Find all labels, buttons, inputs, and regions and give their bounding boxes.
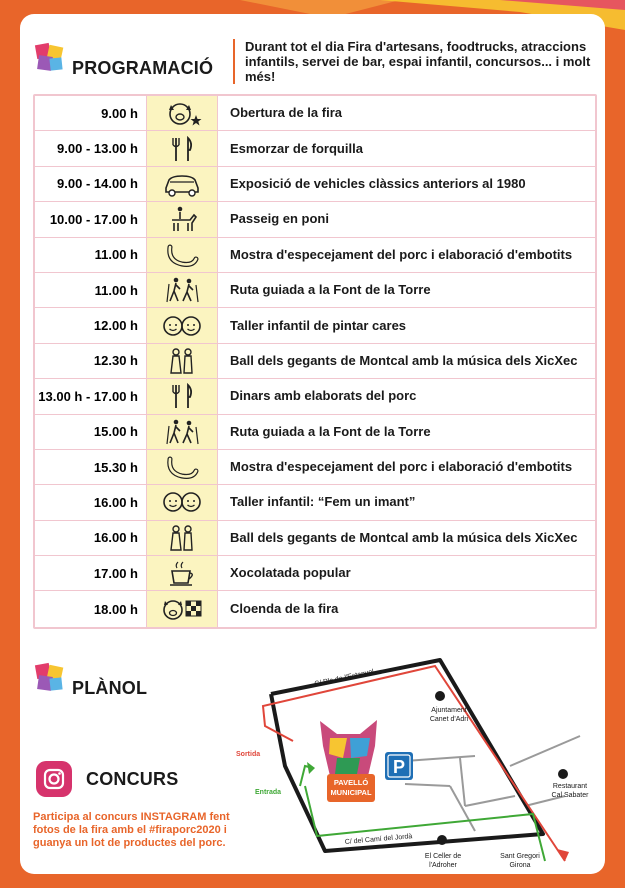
street-top-label: C/ Pla de l'Estanyol xyxy=(313,668,375,688)
schedule-time: 11.00 h xyxy=(35,238,147,272)
schedule-row xyxy=(35,167,595,202)
schedule-description: Xocolatada popular xyxy=(230,565,351,581)
schedule-row xyxy=(35,238,595,273)
schedule-row xyxy=(35,131,595,166)
concurs-description: Participa al concurs INSTAGRAM fent fotos de la fira amb el #firaporc2020 i guanya un lot de productes del porc. xyxy=(33,811,230,849)
schedule-description: Ball dels gegants de Montcal amb la música dels XicXec xyxy=(230,529,578,545)
schedule-row xyxy=(35,308,595,343)
pavello-label-2: MUNICIPAL xyxy=(330,788,372,797)
pony-ride-icon xyxy=(147,202,218,236)
giants-icon xyxy=(147,521,218,555)
restaurant-marker xyxy=(558,769,568,779)
hikers-icon xyxy=(147,273,218,307)
classic-car-icon xyxy=(147,167,218,201)
schedule-row xyxy=(35,591,595,626)
schedule-time: 9.00 - 14.00 h xyxy=(35,167,147,201)
concurs-title: CONCURS xyxy=(86,769,179,789)
location-map xyxy=(225,646,595,871)
entrada-label: Entrada xyxy=(255,789,282,796)
schedule-time: 12.30 h xyxy=(35,344,147,378)
schedule-description: Esmorzar de forquilla xyxy=(230,140,363,156)
sant-gregori-label-2: Girona xyxy=(509,862,531,869)
schedule-row xyxy=(35,202,595,237)
celler-marker xyxy=(437,835,447,845)
schedule-description: Cloenda de la fira xyxy=(230,601,339,617)
programacio-title: PROGRAMACIÓ xyxy=(72,58,214,78)
schedule-time: 13.00 h - 17.00 h xyxy=(35,379,147,413)
schedule-time: 10.00 - 17.00 h xyxy=(35,202,147,236)
sant-gregori-label-1: Sant Gregori xyxy=(500,853,540,860)
pig-star-icon xyxy=(147,96,218,130)
schedule-row xyxy=(35,521,595,556)
schedule-table xyxy=(33,94,597,629)
cutlery-icon xyxy=(147,131,218,165)
pig-flag-icon xyxy=(147,591,218,626)
schedule-description: Obertura de la fira xyxy=(230,105,342,121)
schedule-time: 12.00 h xyxy=(35,308,147,342)
schedule-description: Dinars amb elaborats del porc xyxy=(230,388,417,404)
giants-icon xyxy=(147,344,218,378)
hot-chocolate-icon xyxy=(147,556,218,590)
face-paint-icon xyxy=(147,485,218,519)
schedule-time: 11.00 h xyxy=(35,273,147,307)
color-squares-logo-icon xyxy=(34,42,66,74)
schedule-row xyxy=(35,415,595,450)
hikers-icon xyxy=(147,415,218,449)
schedule-description: Ruta guiada a la Font de la Torre xyxy=(230,423,431,439)
planol-title: PLÀNOL xyxy=(72,678,148,698)
ajuntament-label-1: Ajuntament xyxy=(431,707,467,714)
intro-text: Durant tot el dia Fira d'artesans, foodtrucks, atraccions infantils, servei de bar, espai infantil, concursos... i molt més! xyxy=(233,39,605,84)
parking-label: P xyxy=(392,757,406,777)
pavello-label-1: PAVELLÓ xyxy=(333,778,369,787)
schedule-description: Mostra d'especejament del porc i elaboració d'embotits xyxy=(230,246,573,262)
schedule-description: Exposició de vehicles clàssics anteriors al 1980 xyxy=(230,175,526,191)
schedule-time: 18.00 h xyxy=(35,591,147,626)
sausage-icon xyxy=(147,238,218,272)
schedule-row xyxy=(35,485,595,520)
schedule-row xyxy=(35,450,595,485)
cutlery-icon xyxy=(147,379,218,413)
schedule-description: Taller infantil: “Fem un imant” xyxy=(230,494,416,510)
celler-label-2: l'Adroher xyxy=(429,862,457,869)
schedule-row xyxy=(35,96,595,131)
schedule-time: 16.00 h xyxy=(35,485,147,519)
schedule-row xyxy=(35,379,595,414)
schedule-row xyxy=(35,273,595,308)
schedule-time: 15.00 h xyxy=(35,415,147,449)
schedule-description: Taller infantil de pintar cares xyxy=(230,317,407,333)
schedule-description: Passeig en poni xyxy=(230,211,329,227)
restaurant-label-2: Cal Sabater xyxy=(551,792,589,799)
poster-card xyxy=(20,14,605,874)
instagram-icon xyxy=(36,761,72,797)
face-paint-icon xyxy=(147,308,218,342)
ajuntament-label-2: Canet d'Adri xyxy=(429,716,469,723)
street-bottom-label: C/ del Camí del Jordà xyxy=(344,833,413,846)
schedule-description: Ruta guiada a la Font de la Torre xyxy=(230,282,431,298)
schedule-row xyxy=(35,556,595,591)
sausage-icon xyxy=(147,450,218,484)
schedule-time: 17.00 h xyxy=(35,556,147,590)
schedule-time: 9.00 - 13.00 h xyxy=(35,131,147,165)
schedule-time: 16.00 h xyxy=(35,521,147,555)
schedule-description: Ball dels gegants de Montcal amb la música dels XicXec xyxy=(230,352,578,368)
ajuntament-marker xyxy=(435,691,445,701)
schedule-time: 15.30 h xyxy=(35,450,147,484)
celler-label-1: El Celler de xyxy=(424,853,462,860)
schedule-description: Mostra d'especejament del porc i elaboració d'embotits xyxy=(230,459,573,475)
schedule-row xyxy=(35,344,595,379)
color-squares-logo-icon xyxy=(34,662,66,694)
sortida-label: Sortida xyxy=(236,751,261,758)
schedule-time: 9.00 h xyxy=(35,96,147,130)
restaurant-label-1: Restaurant xyxy=(552,783,588,790)
